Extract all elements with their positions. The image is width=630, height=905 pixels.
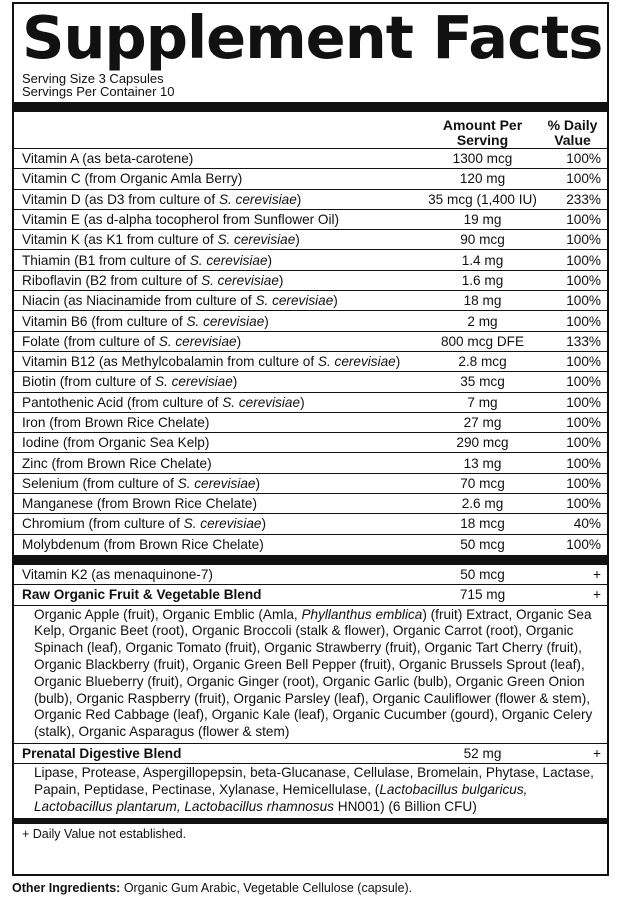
nutrient-daily-value: 100% <box>566 252 601 268</box>
thick-divider <box>14 102 607 112</box>
nutrient-name: Vitamin D (as D3 from culture of S. cerevisiae) <box>22 191 302 207</box>
nutrient-list <box>14 149 607 555</box>
nutrient-name: Vitamin B6 (from culture of S. cerevisiae) <box>22 313 269 329</box>
blend-daily-value: + <box>593 587 601 603</box>
nutrient-name: Iodine (from Organic Sea Kelp) <box>22 435 210 451</box>
nutrient-row <box>14 210 607 230</box>
nutrient-amount: 1.4 mg <box>461 252 504 268</box>
nutrient-daily-value: 100% <box>566 171 601 187</box>
nutrient-row <box>14 311 607 331</box>
nutrient-daily-value: 100% <box>566 475 601 491</box>
nutrient-daily-value: 100% <box>566 272 601 288</box>
nutrient-name: Riboflavin (B2 from culture of S. cerevisiae) <box>22 272 284 288</box>
other-ingredients-label: Other Ingredients: <box>12 881 121 895</box>
nutrient-daily-value: 100% <box>566 435 601 451</box>
nutrient-row <box>14 372 607 392</box>
nutrient-amount: 19 mg <box>463 212 502 228</box>
nutrient-amount: 2.8 mcg <box>458 354 507 370</box>
vitamin-k2-row <box>14 565 607 585</box>
nutrient-amount: 50 mcg <box>460 537 505 553</box>
nutrient-daily-value: 100% <box>566 374 601 390</box>
nutrient-row <box>14 230 607 250</box>
nutrient-amount: 35 mcg (1,400 IU) <box>428 191 537 207</box>
nutrient-amount: 2 mg <box>467 313 498 329</box>
nutrient-row <box>14 474 607 494</box>
nutrient-amount: 18 mcg <box>460 516 505 532</box>
nutrient-amount: 800 mcg DFE <box>440 333 525 349</box>
nutrient-name: Biotin (from culture of S. cerevisiae) <box>22 374 238 390</box>
column-header-row <box>14 112 607 149</box>
nutrient-row <box>14 514 607 534</box>
supplement-facts-panel <box>12 2 609 876</box>
blend-name: Prenatal Digestive Blend <box>22 746 182 762</box>
daily-value-footnote: + Daily Value not established. <box>22 826 187 841</box>
nutrient-daily-value: 100% <box>566 415 601 430</box>
nutrient-name: Chromium (from culture of S. cerevisiae) <box>22 516 267 532</box>
serving-size: Serving Size 3 Capsules <box>22 71 164 86</box>
nutrient-row <box>14 250 607 270</box>
nutrient-name: Molybdenum (from Brown Rice Chelate) <box>22 537 264 553</box>
nutrient-amount: 120 mg <box>459 171 506 187</box>
nutrient-daily-value: 100% <box>566 354 601 370</box>
nutrient-name: Pantothenic Acid (from culture of S. cerevisiae) <box>22 394 305 410</box>
nutrient-amount: 18 mg <box>463 293 502 309</box>
nutrient-row <box>14 393 607 413</box>
nutrient-row <box>14 291 607 311</box>
nutrient-amount: 35 mcg <box>460 374 505 390</box>
nutrient-daily-value: 100% <box>566 496 601 512</box>
thick-divider <box>14 555 607 565</box>
nutrient-daily-value: 100% <box>566 394 601 410</box>
nutrient-name: Manganese (from Brown Rice Chelate) <box>22 496 257 512</box>
nutrient-row <box>14 169 607 189</box>
fruit-vegetable-blend-row <box>14 585 607 605</box>
nutrient-name: Niacin (as Niacinamide from culture of S. cerevisiae) <box>22 293 338 309</box>
blend-amount: 715 mg <box>459 587 506 603</box>
nutrient-row <box>14 190 607 210</box>
nutrient-row <box>14 271 607 291</box>
nutrient-daily-value: 100% <box>566 232 601 248</box>
nutrient-amount: 70 mcg <box>460 475 505 491</box>
nutrient-daily-value: 100% <box>566 151 601 167</box>
blend-name: Raw Organic Fruit & Vegetable Blend <box>22 587 262 603</box>
fruit-vegetable-blend-ingredients: Organic Apple (fruit), Organic Emblic (Amla, Phyllanthus emblica) (fruit) Extract, Organic Sea Kelp, Organic Beet (root), Organic Broccoli (stalk & flower), Organic Carrot (root), Organic Spinach (leaf), Organic Tomato (fruit), Organic Strawberry (fruit), Organic Tart Cherry (fruit), Organic Blackberry (fruit), Organic Green Bell Pepper (fruit), Organic Brussels Sprout (leaf), Organic Blueberry (fruit), Organic Ginger (root), Organic Garlic (bulb), Organic Green Onion (bulb), Organic Raspberry (fruit), Organic Parsley (leaf), Organic Cauliflower (flower & stem), Organic Red Cabbage (leaf), Organic Kale (leaf), Organic Cucumber (gourd), Organic Celery (stalk), Organic Asparagus (flower & stem) <box>14 606 607 744</box>
nutrient-name: Vitamin E (as d-alpha tocopherol from Sunflower Oil) <box>22 212 340 228</box>
nutrient-name: Selenium (from culture of S. cerevisiae) <box>22 475 260 491</box>
nutrient-row <box>14 453 607 473</box>
nutrient-name: Iron (from Brown Rice Chelate) <box>22 415 210 430</box>
blend-amount: 52 mg <box>463 746 502 762</box>
nutrient-daily-value: 100% <box>566 313 601 329</box>
nutrient-name: Zinc (from Brown Rice Chelate) <box>22 455 212 471</box>
nutrient-daily-value: 233% <box>566 191 601 207</box>
nutrient-amount: 90 mcg <box>460 232 505 248</box>
nutrient-daily-value: + <box>593 567 601 583</box>
panel-title: Supplement Facts <box>22 3 603 72</box>
other-ingredients-text: Organic Gum Arabic, Vegetable Cellulose (capsule). <box>120 881 413 895</box>
nutrient-name: Thiamin (B1 from culture of S. cerevisiae) <box>22 252 273 268</box>
nutrient-name: Folate (from culture of S. cerevisiae) <box>22 333 242 349</box>
nutrient-name: Vitamin C (from Organic Amla Berry) <box>22 171 243 187</box>
daily-value-header: % Daily Value <box>547 117 598 148</box>
nutrient-amount: 1300 mcg <box>452 151 513 167</box>
nutrient-amount: 2.6 mg <box>461 496 504 512</box>
nutrient-row <box>14 413 607 433</box>
nutrient-row <box>14 494 607 514</box>
nutrient-row <box>14 149 607 169</box>
nutrient-name: Vitamin A (as beta-carotene) <box>22 151 194 167</box>
nutrient-amount: 50 mcg <box>460 567 505 583</box>
nutrient-name: Vitamin K (as K1 from culture of S. cerevisiae) <box>22 232 300 248</box>
digestive-blend-row <box>14 744 607 764</box>
nutrient-name: Vitamin B12 (as Methylcobalamin from culture of S. cerevisiae) <box>22 354 401 370</box>
servings-per-container: Servings Per Container 10 <box>22 84 175 99</box>
digestive-blend-ingredients: Lipase, Protease, Aspergillopepsin, beta-Glucanase, Cellulase, Bromelain, Phytase, Lactase, Papain, Peptidase, Pectinase, Xylanase, Hemicellulase, (Lactobacillus bulgaricus, Lactobacillus plantarum, Lactobacillus rhamnosus HN001) (6 Billion CFU) <box>34 765 594 814</box>
nutrient-amount: 27 mg <box>463 415 502 430</box>
nutrient-amount: 13 mg <box>463 455 502 471</box>
nutrient-row <box>14 433 607 453</box>
other-ingredients <box>12 878 412 898</box>
nutrient-row <box>14 332 607 352</box>
nutrient-row <box>14 535 607 555</box>
nutrient-daily-value: 100% <box>566 293 601 309</box>
nutrient-row <box>14 352 607 372</box>
blend-daily-value: + <box>593 746 601 762</box>
nutrient-amount: 7 mg <box>467 394 498 410</box>
nutrient-amount: 290 mcg <box>456 435 509 451</box>
nutrient-daily-value: 100% <box>566 537 601 553</box>
nutrient-daily-value: 100% <box>566 455 601 471</box>
amount-per-serving-header: Amount Per Serving <box>442 117 523 148</box>
nutrient-daily-value: 40% <box>573 516 601 532</box>
nutrient-amount: 1.6 mg <box>461 272 504 288</box>
nutrient-daily-value: 133% <box>566 333 601 349</box>
nutrient-name: Vitamin K2 (as menaquinone-7) <box>22 567 213 583</box>
nutrient-daily-value: 100% <box>566 212 601 228</box>
